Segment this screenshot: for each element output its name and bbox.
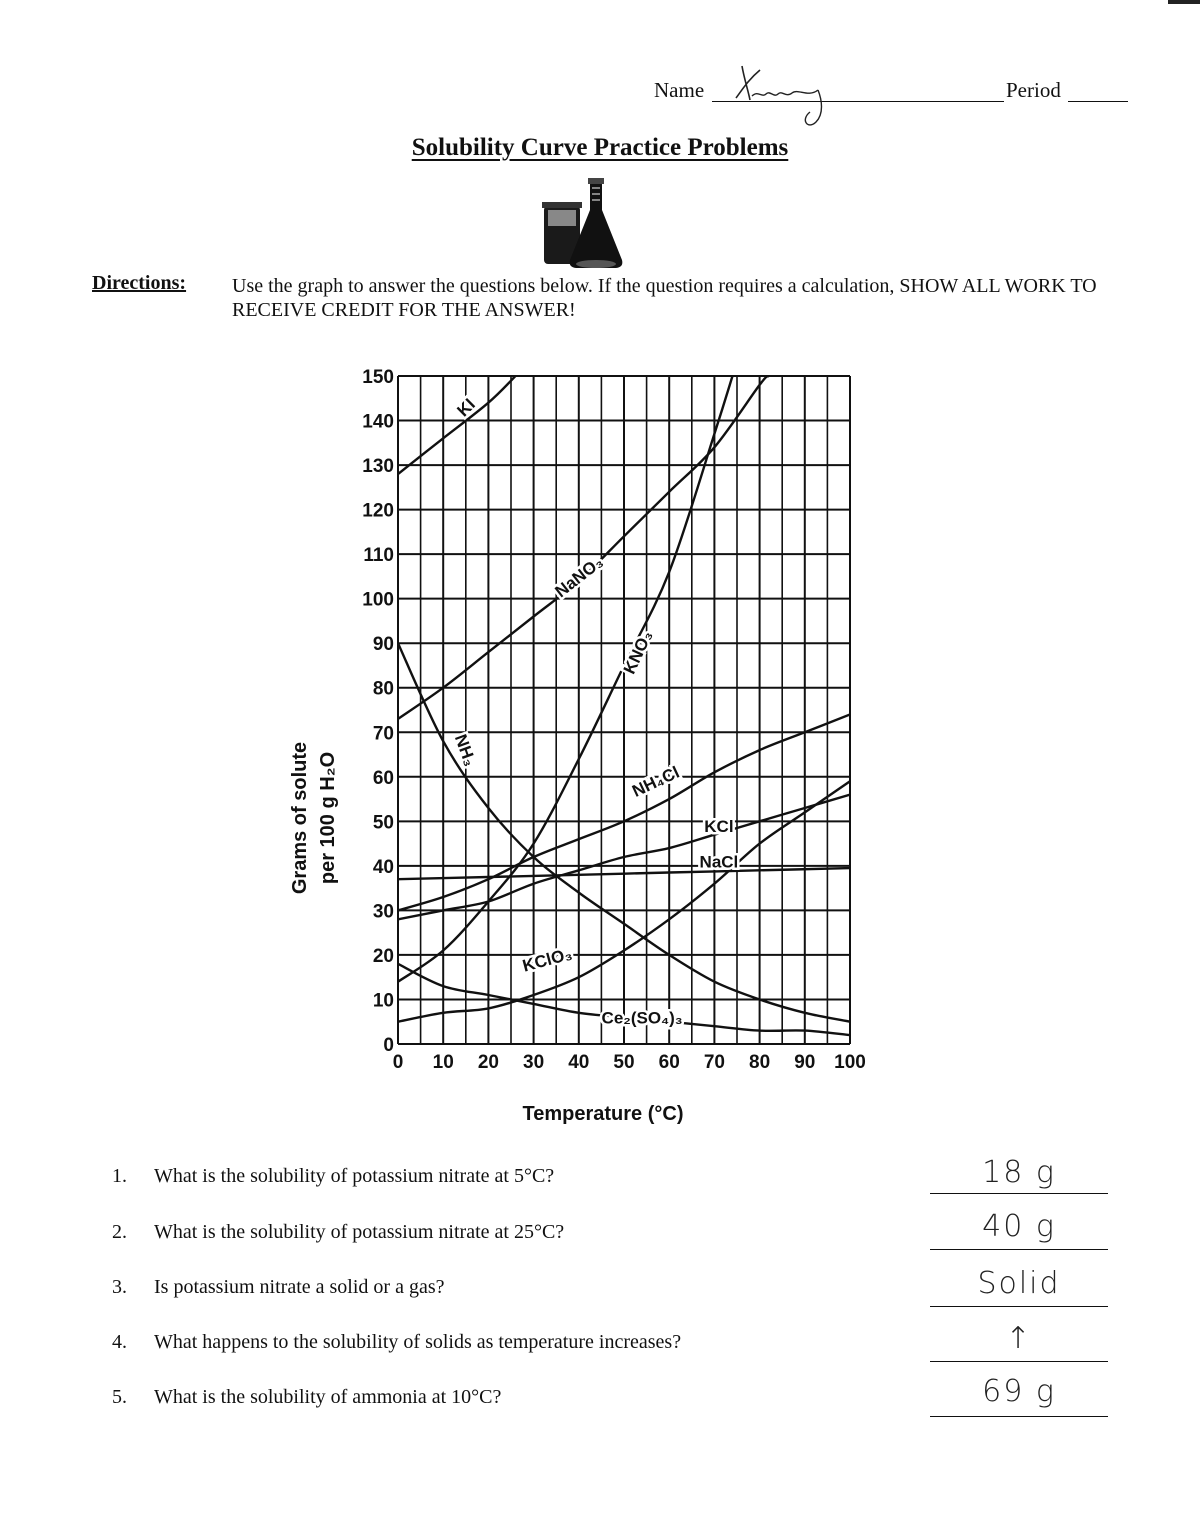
- x-tick-label: 100: [834, 1052, 866, 1073]
- answer-line: [930, 1306, 1108, 1307]
- y-tick-label: 20: [372, 945, 394, 967]
- x-tick-label: 40: [568, 1052, 590, 1073]
- chart-grid: [398, 376, 850, 1044]
- y-tick-label: 150: [362, 367, 394, 388]
- series-line: [398, 376, 769, 719]
- name-label: Name: [654, 78, 705, 102]
- y-tick-label: 70: [372, 723, 394, 745]
- y-tick-label: 140: [362, 411, 394, 433]
- x-tick-labels: [393, 1052, 866, 1073]
- question-row: [112, 1155, 1112, 1205]
- answer-line: [930, 1193, 1108, 1194]
- question-text: Is potassium nitrate a solid or a gas?: [154, 1276, 445, 1298]
- y-tick-labels: [362, 367, 394, 1056]
- answer-handwriting: 18 g: [982, 1155, 1056, 1190]
- series-label: [521, 944, 575, 975]
- x-tick-label: 60: [658, 1052, 680, 1073]
- series-label-text: KNO₃: [619, 627, 657, 678]
- lab-flasks-icon: [538, 176, 626, 272]
- series-label: [602, 1008, 683, 1027]
- y-tick-label: 50: [372, 812, 394, 834]
- question-text: What is the solubility of ammonia at 10°C?: [154, 1386, 502, 1408]
- answer-line: [930, 1361, 1108, 1362]
- y-axis-title-line1: Grams of solute: [289, 741, 311, 895]
- series-label: [620, 628, 657, 677]
- x-tick-label: 80: [749, 1052, 771, 1073]
- series-label: [704, 817, 733, 836]
- answer-handwriting: Solid: [977, 1266, 1061, 1301]
- series-line: [398, 376, 733, 982]
- series-label-text: KClO₃: [520, 944, 575, 976]
- curve-labels: [451, 395, 738, 1027]
- series-label-text: NH₄Cl: [629, 762, 683, 801]
- series-label-text: Ce₂(SO₄)₃: [601, 1008, 683, 1028]
- name-handwriting-signature: [730, 60, 840, 132]
- directions-label: Directions:: [92, 272, 187, 294]
- x-tick-label: 50: [613, 1052, 635, 1073]
- y-tick-label: 60: [372, 767, 394, 789]
- y-tick-label: 120: [362, 500, 394, 522]
- series-label: [700, 852, 739, 871]
- y-tick-label: 100: [362, 589, 394, 611]
- series-label-text: KI: [453, 394, 479, 421]
- answer-line: [930, 1249, 1108, 1250]
- answer-handwriting: 40 g: [982, 1209, 1056, 1244]
- x-tick-label: 20: [477, 1052, 499, 1073]
- series-line: [398, 376, 516, 474]
- question-number: 3.: [112, 1276, 127, 1298]
- x-tick-label: 0: [392, 1052, 404, 1073]
- y-tick-label: 0: [383, 1035, 394, 1056]
- answer-handwriting: ↑: [1005, 1321, 1033, 1356]
- question-row: [112, 1266, 1112, 1316]
- question-row: [112, 1209, 1112, 1261]
- page-edge-mark: [1168, 0, 1200, 4]
- x-tick-label: 90: [794, 1052, 816, 1073]
- question-number: 1.: [112, 1165, 127, 1187]
- question-number: 2.: [112, 1221, 127, 1243]
- question-text: What is the solubility of potassium nitrate at 25°C?: [154, 1221, 565, 1243]
- y-tick-label: 110: [363, 545, 394, 567]
- answer-handwriting: 69 g: [982, 1374, 1056, 1409]
- question-row: [112, 1321, 1112, 1371]
- y-tick-label: 10: [372, 990, 394, 1012]
- y-tick-label: 30: [372, 901, 394, 923]
- question-text: What happens to the solubility of solids as temperature increases?: [154, 1331, 682, 1353]
- directions-text: Use the graph to answer the questions below. If the question requires a calculation, SHOW ALL WORK TO RECEIVE CREDIT FOR THE ANSWER!: [232, 275, 1097, 321]
- y-axis-title-line2: per 100 g H₂O: [317, 751, 339, 885]
- series-label-text: KCl: [704, 816, 734, 836]
- y-tick-label: 90: [372, 634, 394, 656]
- period-label: Period: [1006, 78, 1061, 102]
- x-tick-label: 10: [432, 1052, 454, 1073]
- question-number: 4.: [112, 1331, 127, 1353]
- question-text: What is the solubility of potassium nitrate at 5°C?: [154, 1165, 555, 1187]
- page-title-text: Solubility Curve Practice Problems: [411, 134, 789, 161]
- series-label: [453, 395, 478, 420]
- y-tick-label: 130: [362, 456, 394, 478]
- x-tick-label: 30: [523, 1052, 545, 1073]
- question-number: 5.: [112, 1386, 127, 1408]
- y-tick-label: 40: [372, 856, 394, 878]
- series-label-text: NaNO₃: [551, 552, 607, 602]
- x-tick-label: 70: [703, 1052, 725, 1073]
- series-label-text: NH₃: [450, 731, 480, 769]
- y-tick-label: 80: [372, 678, 394, 700]
- page-title: [0, 134, 1200, 162]
- series-label-text: NaCl: [699, 852, 739, 872]
- period-line: [1068, 101, 1128, 102]
- answer-line: [930, 1416, 1108, 1417]
- question-row: [112, 1374, 1112, 1426]
- solubility-chart: [270, 360, 890, 1140]
- x-axis-title: Temperature (°C): [522, 1103, 684, 1125]
